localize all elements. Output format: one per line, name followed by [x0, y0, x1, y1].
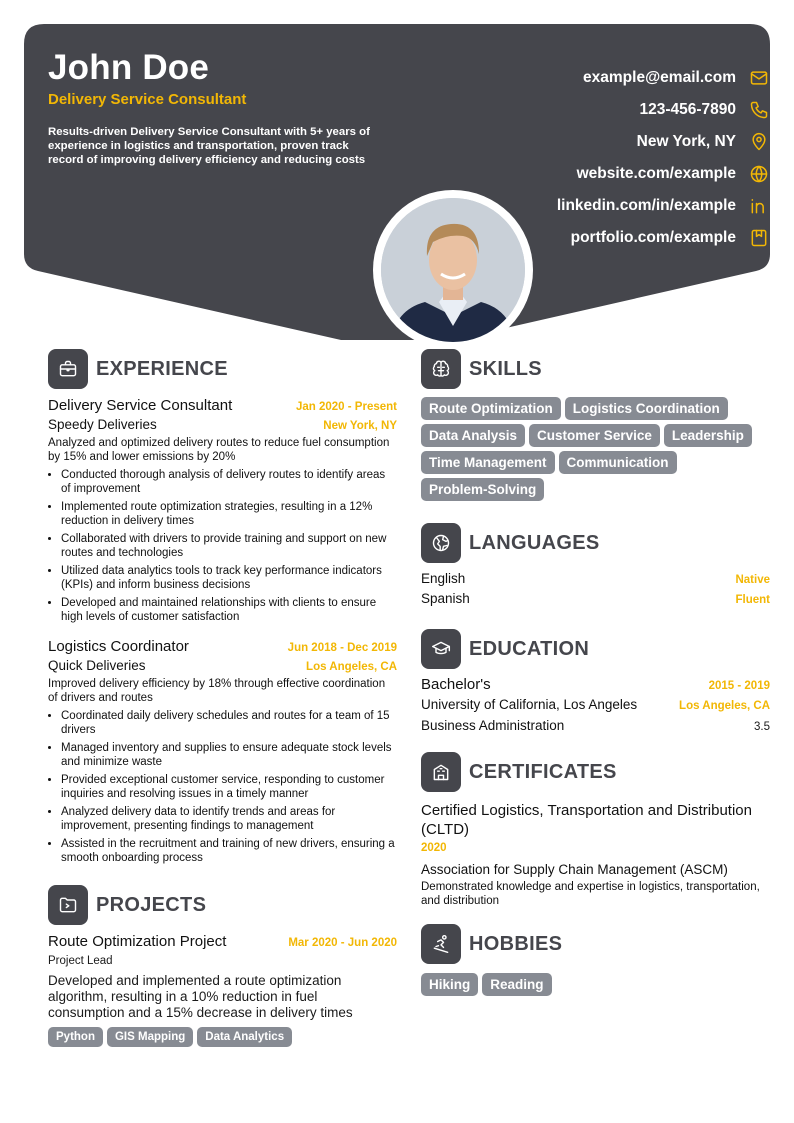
profile-photo — [381, 198, 525, 342]
job-title: Delivery Service Consultant — [48, 397, 233, 414]
languages-section-header — [421, 523, 770, 563]
project-tags — [48, 1027, 397, 1047]
skier-icon — [421, 924, 461, 964]
skill-tag: Route Optimization — [421, 397, 561, 420]
brain-icon — [421, 349, 461, 389]
hobby-tags — [421, 973, 770, 1000]
job-company: Quick Deliveries — [48, 658, 146, 673]
contact-phone[interactable] — [370, 94, 770, 126]
job-location: New York, NY — [323, 420, 397, 432]
list-item — [421, 591, 770, 611]
certificate-title: Certified Logistics, Transportation and Distribution (CLTD) — [421, 802, 752, 838]
skill-tag: Time Management — [421, 451, 555, 474]
skill-tag: Problem-Solving — [421, 478, 544, 501]
project-title: Route Optimization Project — [48, 933, 227, 950]
project-role: Project Lead — [48, 955, 113, 967]
list-item: • Utilized data analytics tools to track key performance indicators (KPIs) and inform business decisions — [61, 564, 397, 592]
job-location: Los Angeles, CA — [306, 661, 397, 673]
profile-summary: Results-driven Delivery Service Consultant with 5+ years of experience in logistics and transportation, proven track record of improving delivery efficiency and reducing costs — [48, 126, 370, 166]
education-field: Business Administration — [421, 718, 565, 733]
portfolio-text[interactable]: portfolio.com/example — [570, 229, 736, 246]
contact-location — [370, 126, 770, 158]
list-item: • Assisted in the recruitment and training of new drivers, ensuring a smooth onboarding process — [61, 837, 397, 865]
job-bullets — [48, 468, 397, 624]
linkedin-text[interactable]: linkedin.com/in/example — [556, 197, 736, 214]
language-icon — [421, 523, 461, 563]
list-item: • Analyzed delivery data to identify trends and areas for improvement, presenting findings to management — [61, 805, 397, 833]
job-dates: Jan 2020 - Present — [295, 401, 397, 413]
project-entry — [48, 933, 397, 1047]
bookmark-icon — [748, 227, 770, 249]
candidate-name: John Doe — [48, 48, 210, 87]
phone-icon — [748, 99, 770, 121]
project-tag: Python — [48, 1027, 103, 1047]
linkedin-icon — [748, 195, 770, 217]
job-entry — [48, 638, 397, 865]
list-item: • Provided exceptional customer service, responding to customer inquiries and resolving issues in a timely manner — [61, 773, 397, 801]
briefcase-icon — [48, 349, 88, 389]
experience-section-header — [48, 349, 397, 389]
list-item: • Collaborated with drivers to provide training and support on new routes and technologies — [61, 532, 397, 560]
hobbies-heading: HOBBIES — [469, 932, 563, 955]
phone-text[interactable]: 123-456-7890 — [639, 101, 736, 118]
skills-heading: SKILLS — [469, 357, 542, 380]
education-entry — [421, 676, 770, 738]
job-summary: Analyzed and optimized delivery routes to reduce fuel consumption by 15% and lower emissions by 20% — [48, 437, 390, 463]
project-tag: GIS Mapping — [107, 1027, 193, 1047]
certificates-heading: CERTIFICATES — [469, 760, 617, 783]
skills-section-header — [421, 349, 770, 389]
education-dates: 2015 - 2019 — [708, 680, 770, 692]
contact-email[interactable] — [370, 62, 770, 94]
skill-tag: Communication — [559, 451, 677, 474]
location-text: New York, NY — [636, 133, 736, 150]
education-school: University of California, Los Angeles — [421, 697, 638, 712]
certificate-description: Demonstrated knowledge and expertise in logistics, transportation, and distribution — [421, 881, 760, 907]
project-description: Developed and implemented a route optimization algorithm, resulting in a 10% reduction in fuel consumption and a 15% decrease in delivery times — [48, 973, 353, 1020]
hobbies-section-header — [421, 924, 770, 964]
skill-tag: Logistics Coordination — [565, 397, 728, 420]
right-column — [421, 349, 770, 1000]
list-item — [421, 571, 770, 591]
building-icon — [421, 752, 461, 792]
list-item: • Coordinated daily delivery schedules and routes for a team of 15 drivers — [61, 709, 397, 737]
education-gpa: 3.5 — [754, 721, 770, 733]
job-entry — [48, 397, 397, 624]
job-bullets — [48, 709, 397, 865]
location-pin-icon — [748, 131, 770, 153]
language-level: Fluent — [735, 594, 770, 606]
experience-heading: EXPERIENCE — [96, 357, 228, 380]
mail-icon — [748, 67, 770, 89]
job-company: Speedy Deliveries — [48, 417, 157, 432]
education-heading: EDUCATION — [469, 637, 590, 660]
certificate-org: Association for Supply Chain Management (ASCM) — [421, 862, 728, 877]
email-text[interactable]: example@email.com — [583, 69, 736, 86]
list-item: • Developed and maintained relationships with clients to ensure high levels of customer satisfaction — [61, 596, 397, 624]
list-item: • Implemented route optimization strategies, resulting in a 12% reduction in delivery times — [61, 500, 397, 528]
certificates-section-header — [421, 752, 770, 792]
contact-website[interactable] — [370, 158, 770, 190]
projects-section-header — [48, 885, 397, 925]
list-item: • Conducted thorough analysis of delivery routes to identify areas of improvement — [61, 468, 397, 496]
language-list — [421, 571, 770, 611]
project-dates: Mar 2020 - Jun 2020 — [288, 937, 397, 949]
website-text[interactable]: website.com/example — [576, 165, 736, 182]
certificate-year: 2020 — [421, 842, 447, 854]
projects-heading: PROJECTS — [96, 893, 207, 916]
graduation-cap-icon — [421, 629, 461, 669]
left-column — [48, 349, 397, 1047]
education-location: Los Angeles, CA — [679, 700, 770, 712]
job-dates: Jun 2018 - Dec 2019 — [287, 642, 397, 654]
globe-icon — [748, 163, 770, 185]
job-title: Logistics Coordinator — [48, 638, 189, 655]
folder-icon — [48, 885, 88, 925]
skill-tag: Customer Service — [529, 424, 660, 447]
language-name: Spanish — [421, 591, 470, 606]
skill-tag: Data Analysis — [421, 424, 525, 447]
skills-tags — [421, 397, 770, 505]
skill-tag: Leadership — [664, 424, 752, 447]
project-tag: Data Analytics — [197, 1027, 292, 1047]
education-degree: Bachelor's — [421, 676, 491, 693]
job-summary: Improved delivery efficiency by 18% through effective coordination of drivers and routes — [48, 678, 386, 704]
hobby-tag: Hiking — [421, 973, 478, 996]
hobby-tag: Reading — [482, 973, 551, 996]
list-item: • Managed inventory and supplies to ensure adequate stock levels and minimize waste — [61, 741, 397, 769]
certificate-entry — [421, 801, 770, 908]
language-name: English — [421, 571, 466, 586]
language-level: Native — [735, 574, 770, 586]
candidate-title: Delivery Service Consultant — [48, 91, 247, 108]
languages-heading: LANGUAGES — [469, 531, 600, 554]
education-section-header — [421, 629, 770, 669]
